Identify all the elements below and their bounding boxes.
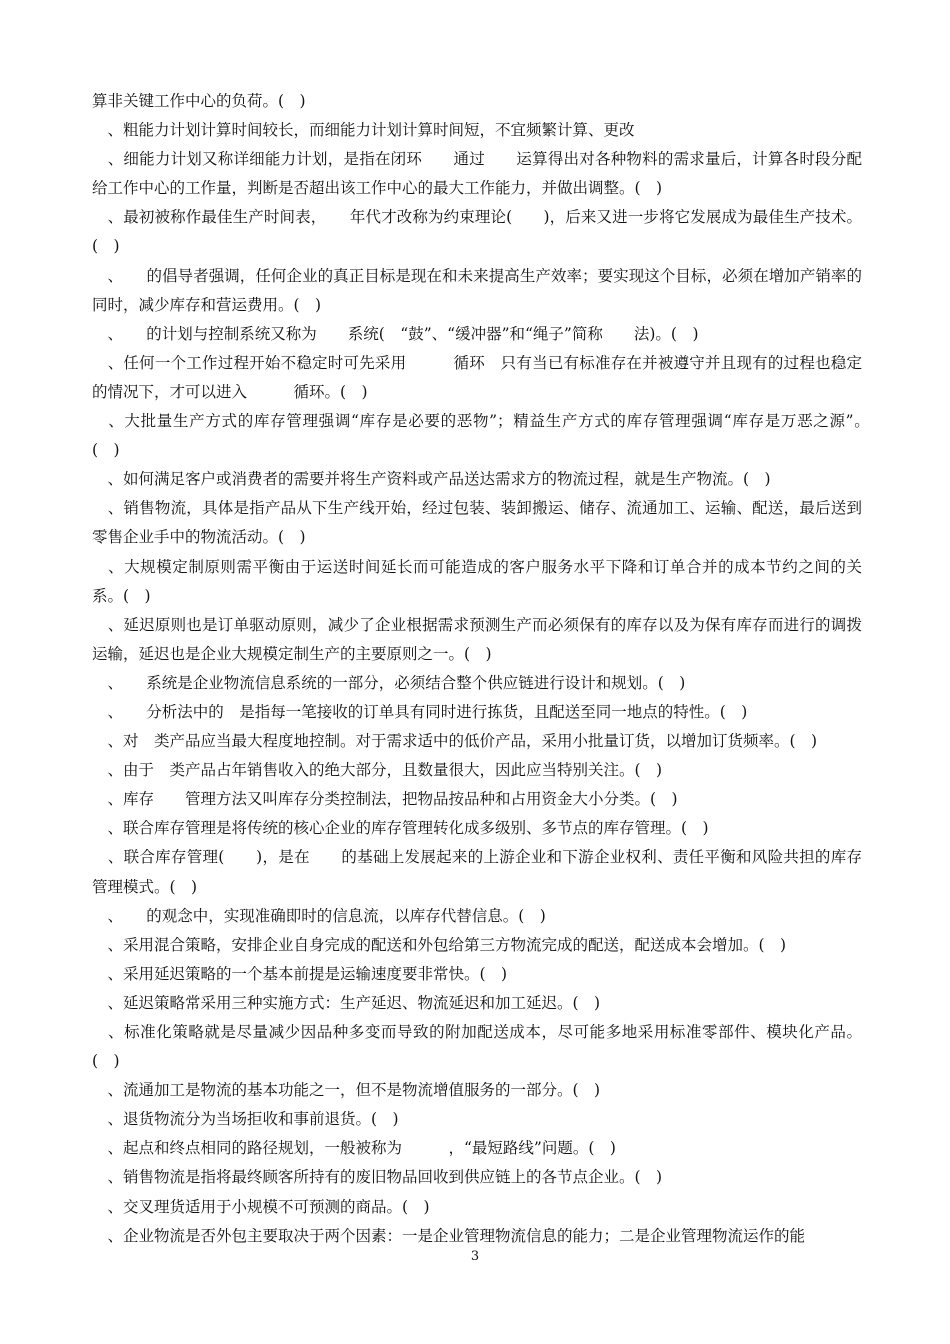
paragraph: 、 的观念中，实现准确即时的信息流，以库存代替信息。( ): [92, 906, 546, 925]
paragraph: 、库存 管理方法又叫库存分类控制法，把物品按品种和占用资金大小分类。( ): [92, 790, 678, 809]
paragraph: 、采用延迟策略的一个基本前提是运输速度要非常快。( ): [92, 964, 508, 983]
paragraph: 、联合库存管理( )，是在 的基础上发展起来的上游企业和下游企业权利、责任平衡和风险共担的库存管理模式。( ): [92, 848, 862, 896]
paragraph: 算非关键工作中心的负荷。( ): [92, 92, 306, 110]
paragraph: 、大规模定制原则需平衡由于运送时间延长而可能造成的客户服务水平下降和订单合并的成本节约之间的关系。( ): [92, 557, 862, 605]
paragraph: 、由于 类产品占年销售收入的绝大部分，且数量很大，因此应当特别关注。( ): [92, 761, 663, 780]
paragraph: 、采用混合策略，安排企业自身完成的配送和外包给第三方物流完成的配送，配送成本会增加。( ): [92, 935, 787, 954]
paragraph: 、延迟策略常采用三种实施方式：生产延迟、物流延迟和加工延迟。( ): [92, 993, 601, 1012]
paragraph: 、粗能力计划计算时间较长，而细能力计划计算时间短，不宜频繁计算、更改: [92, 121, 635, 140]
paragraph: 、退货物流分为当场拒收和事前退货。( ): [92, 1110, 399, 1129]
paragraph: 、企业物流是否外包主要取决于两个因素：一是企业管理物流信息的能力；二是企业管理物流运作的能: [92, 1226, 806, 1245]
paragraph: 、细能力计划又称详细能力计划，是指在闭环 通过 运算得出对各种物料的需求量后，计算各时段分配给工作中心的工作量，判断是否超出该工作中心的最大工作能力，并做出调整。( ): [92, 150, 862, 198]
paragraph: 、任何一个工作过程开始不稳定时可先采用 循环 只有当已有标准存在并被遵守并且现有的过程也稳定的情况下，才可以进入 循环。( ): [92, 353, 862, 401]
paragraph: 、 的计划与控制系统又称为 系统( “鼓”、“缓冲器”和“绳子”简称 法)。( ): [92, 324, 699, 343]
paragraph: 、 分析法中的 是指每一笔接收的订单具有同时进行拣货，且配送至同一地点的特性。( ): [92, 702, 748, 721]
paragraph: 、延迟原则也是订单驱动原则，减少了企业根据需求预测生产而必须保有的库存以及为保有库存而进行的调拨运输，延迟也是企业大规模定制生产的主要原则之一。( ): [92, 615, 862, 663]
paragraph: 、流通加工是物流的基本功能之一，但不是物流增值服务的一部分。( ): [92, 1081, 601, 1100]
paragraph: 、大批量生产方式的库存管理强调“库存是必要的恶物”；精益生产方式的库存管理强调“库存是万恶之源”。 ( ): [92, 412, 878, 460]
paragraph: 、销售物流，具体是指产品从下生产线开始，经过包装、装卸搬运、储存、流通加工、运输、配送，最后送到零售企业手中的物流活动。( ): [92, 499, 862, 547]
paragraph: 、销售物流是指将最终顾客所持有的废旧物品回收到供应链上的各节点企业。( ): [92, 1168, 663, 1187]
paragraph: 、对 类产品应当最大程度地控制。对于需求适中的低价产品，采用小批量订货，以增加订货频率。( ): [92, 732, 818, 751]
paragraph: 、起点和终点相同的路径规划，一般被称为 ，“最短路线”问题。( ): [92, 1139, 616, 1158]
document-body: [92, 87, 878, 1251]
paragraph: 、如何满足客户或消费者的需要并将生产资料或产品送达需求方的物流过程，就是生产物流。( ): [92, 470, 771, 489]
paragraph: 、交叉理货适用于小规模不可预测的商品。( ): [92, 1197, 430, 1216]
paragraph: 、 系统是企业物流信息系统的一部分，必须结合整个供应链进行设计和规划。( ): [92, 673, 686, 692]
paragraph: 、标准化策略就是尽量减少因品种多变而导致的附加配送成本，尽可能多地采用标准零部件、模块化产品。( ): [92, 1023, 862, 1071]
page-number: 3: [470, 1249, 480, 1264]
paragraph: 、最初被称作最佳生产时间表， 年代才改称为约束理论( )，后来又进一步将它发展成为最佳生产技术。( ): [92, 208, 862, 256]
paragraph: 、 的倡导者强调，任何企业的真正目标是现在和未来提高生产效率；要实现这个目标，必须在增加产销率的同时，减少库存和营运费用。( ): [92, 266, 862, 314]
paragraph: 、联合库存管理是将传统的核心企业的库存管理转化成多级别、多节点的库存管理。( ): [92, 819, 709, 838]
